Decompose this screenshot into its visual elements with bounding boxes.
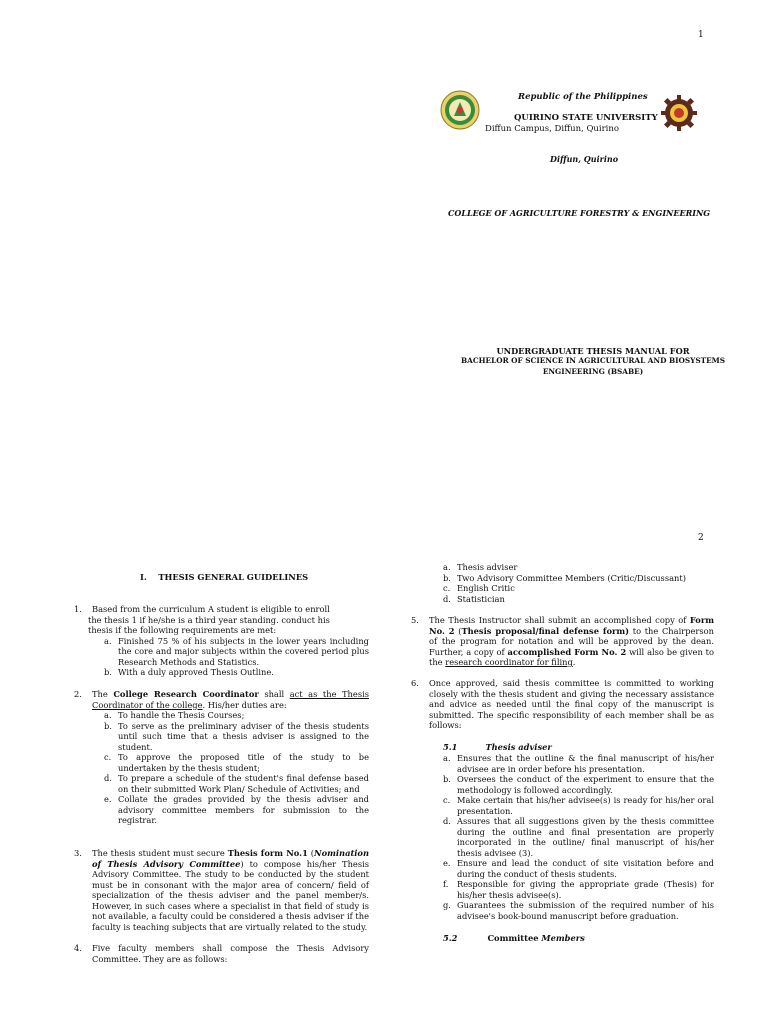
guideline-item-2: 2. The College Research Coordinator shall act as the Thesis Coordinator of the college. His/her duties are: a. To handle the Thesis Courses; b. To serve as the preliminary adviser of the thesis students until such time that a thesis adviser is assigned to the student. c. To approve the proposed title of the study to be undertaken by the thesis student; d. To prepare a schedule of the student's final defense based on their submitted Work Plan/ Schedule of Activities; and e. Collate the grades provided by the thesis adviser and advisory committee members for submission to the registrar. <box>74 689 369 825</box>
section-heading <box>140 572 308 582</box>
item-text: The Thesis Instructor shall submit an accomplished copy of Form No. 2 (Thesis proposal/final defense form) to the Chairperson of the program for notation and will be approved by the dean. Further, a copy of accomplished Form No. 2 will also be given to the research coordinator for filing. <box>429 615 714 667</box>
sub-item: To handle the Thesis Courses; <box>118 710 245 720</box>
item-text: thesis if the following requirements are met: <box>88 625 277 635</box>
subsection-5-2-heading: 5.2 Committee Members <box>443 933 585 943</box>
program-line-2: ENGINEERING (BSABE) <box>542 367 644 376</box>
manual-title: UNDERGRADUATE THESIS MANUAL FOR <box>496 346 690 356</box>
page-number-1: 1 <box>698 30 704 40</box>
section-number: I. <box>140 572 147 582</box>
guideline-item-4 <box>74 943 369 964</box>
duty-item: Ensures that the outline & the final manuscript of his/her advisee are in order before his presentation. <box>457 753 714 774</box>
sub-item: To approve the proposed title of the study to be undertaken by the thesis student; <box>118 752 369 773</box>
program-line-1: BACHELOR OF SCIENCE IN AGRICULTURAL AND BIOSYSTEMS <box>460 356 725 365</box>
duty-item: Make certain that his/her advisee(s) is ready for his/her oral presentation. <box>457 795 714 816</box>
item-number: 3. <box>74 848 82 858</box>
item-text: Once approved, said thesis committee is committed to working closely with the thesis student and giving the necessary assistance and advice as needed until the final copy of the manuscript is submitted. The specific responsibility of each member shall be as follows: <box>429 678 714 730</box>
item-number: 6. <box>411 678 419 688</box>
sub-item: To serve as the preliminary adviser of the thesis students until such time that a thesis adviser is assigned to the student. <box>118 720 369 752</box>
item-text: The College Research Coordinator shall act as the Thesis Coordinator of the college. His/her duties are: <box>92 689 369 710</box>
duty-item: Oversees the conduct of the experiment to ensure that the methodology is followed accordingly. <box>457 774 714 795</box>
page-number-2: 2 <box>698 533 704 543</box>
duty-item: Ensure and lead the conduct of site visitation before and during the conduct of thesis students. <box>457 858 714 879</box>
sub-item: To prepare a schedule of the student's final defense based on their submitted Work Plan/ Schedule of Activities; and <box>118 773 369 794</box>
item-text: Based from the curriculum A student is eligible to enroll <box>92 604 330 614</box>
college-gear-logo <box>660 94 698 132</box>
sub-item: With a duly approved Thesis Outline. <box>118 667 274 677</box>
sub-item: Collate the grades provided by the thesis adviser and advisory committee members for submission to the registrar. <box>118 794 369 825</box>
item-text: the thesis 1 if he/she is a third year standing. conduct his <box>88 614 330 625</box>
item-text: The thesis student must secure Thesis form No.1 (Nomination of Thesis Advisory Committee) to compose his/her Thesis Advisory Committee. The study to be conducted by the student must be in consonant with the major area of concern/ field of specialization of the thesis adviser and the panel member/s. However, in such cases where a specialist in that field of study is not available, a faculty could be considered a thesis adviser if the faculty is teaching subjects that are virtually related to the study. <box>92 848 369 932</box>
republic-text: Republic of the Philippines <box>518 92 648 102</box>
item-number: 1. <box>74 604 82 614</box>
guideline-item-6 <box>411 678 714 731</box>
guideline-item-1: 1. Based from the curriculum A student is eligible to enroll the thesis 1 if he/she is a third year standing. conduct his thesis if the following requirements are met: a. Finished 75 % of his subjects in the lower years including the core and major subjects within the covered period plus Research Methods and Statistics. b. With a duly approved Thesis Outline. <box>74 604 369 677</box>
member-item: Statistician <box>457 593 505 604</box>
item-number: 2. <box>74 689 82 699</box>
guideline-item-5 <box>411 615 714 668</box>
campus-address: Diffun Campus, Diffun, Quirino <box>485 124 619 134</box>
item-text: Five faculty members shall compose the Thesis Advisory Committee. They are as follows: <box>92 943 369 964</box>
advisory-members-list: a. Thesis adviser b. Two Advisory Committee Members (Critic/Discussant) c. English Critic d. Statistician <box>443 562 723 604</box>
item-number: 5. <box>411 615 419 625</box>
thesis-adviser-duties: a. Ensures that the outline & the final manuscript of his/her advisee are in order before his presentation. b. Oversees the conduct of the experiment to ensure that the methodology is followed accordingly. c. Make certain that his/her advisee(s) is ready for his/her oral presentation. d. Assures that all suggestions given by the thesis committee during the outline and final presentation are properly incorporated in the outline/ final manuscript of his/her thesis advisee (3). e. Ensure and lead the conduct of site visitation before and during the conduct of thesis students. f. Responsible for giving the appropriate grade (Thesis) for his/her thesis advisee(s). g. Guarantees the submission of the required number of his advisee's book-bound manuscript before graduation. <box>443 753 714 921</box>
duty-item: Responsible for giving the appropriate grade (Thesis) for his/her thesis advisee(s). <box>457 879 714 900</box>
member-item: English Critic <box>457 583 515 593</box>
location-text: Diffun, Quirino <box>550 154 619 164</box>
sub-item: Finished 75 % of his subjects in the lower years including the core and major subjects within the covered period plus Research Methods and Statistics. <box>118 635 369 667</box>
college-name: COLLEGE OF AGRICULTURE FORESTRY & ENGINEERING <box>448 208 711 218</box>
subsection-5-1-heading: 5.1 Thesis adviser <box>443 742 552 752</box>
university-seal-logo <box>440 90 480 130</box>
section-title: THESIS GENERAL GUIDELINES <box>158 572 309 582</box>
university-name: QUIRINO STATE UNIVERSITY <box>514 113 658 123</box>
duty-item: Assures that all suggestions given by the thesis committee during the outline and final presentation are properly incorporated in the outline/ final manuscript of his/her thesis advisee (3). <box>457 816 714 858</box>
member-item: Two Advisory Committee Members (Critic/Discussant) <box>457 572 686 583</box>
duty-item: Guarantees the submission of the required number of his advisee's book-bound manuscript before graduation. <box>457 900 714 921</box>
guideline-item-3 <box>74 848 369 932</box>
item-number: 4. <box>74 943 82 953</box>
member-item: Thesis adviser <box>457 562 518 572</box>
